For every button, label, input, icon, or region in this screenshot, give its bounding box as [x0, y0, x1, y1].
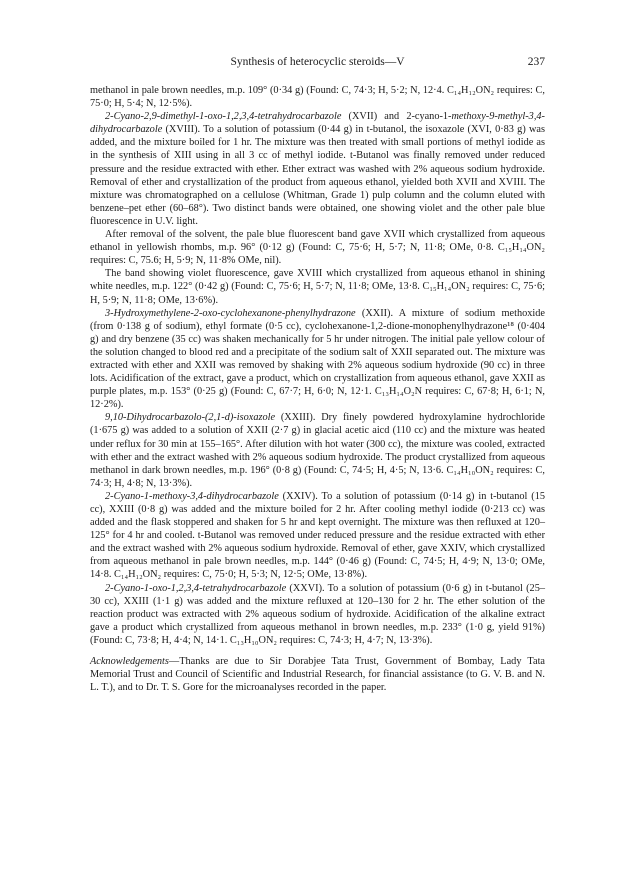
acknowledgements-paragraph: [90, 655, 545, 694]
text-run: After removal of the solvent, the pale blue fluorescent band gave XVII which crystallized from aqueous ethanol in yellowish rhombs, m.p. 96° (0·12 g) (Found: C, 75·6; H, 5·7; N, 11·8; OMe, 0·8. C₁₅H₁₄ON₂ requires: C, 75.6; H, 5·9; N, 11·8% OMe, nil).: [90, 229, 545, 267]
text-run: (XXIII). Dry finely powdered hydroxylamine hydrochloride (1·675 g) was added to a solution of XXII (2·7 g) in glacial acetic aicd (110 cc) and the mixture was heated under reflux for 30 min at 155–165°. After dilution with hot water (300 cc), the mixture was cooled, extracted with ether and the extract washed with 2% aqueous sodium hydroxide. The product crystallized from aqueous methanol in dark brown needles, m.p. 196° (0·8 g) (Found: C, 74·5; H, 4·5; N, 13·6. C₁₄H₁₀ON₂ requires: C, 74·3; H, 4·8; N, 13·3%).: [90, 412, 545, 489]
italic-text: 2-Cyano-1-methoxy-3,4-dihydrocarbazole: [105, 490, 279, 502]
text-run: (XXII). A mixture of sodium methoxide (from 0·138 g of sodium), ethyl formate (0·5 cc), cyclohexanone-1,2-dione-monophenylhydrazone¹⁸ (0·404 g) and dry benzene (35 cc) was shaken mechanically for 5 hr under nitrogen. The initial pale yellow colour of the solution changed to blood red and a precipitate of the sodium salt of XXII separated out. The mixture was extracted with ether and XXII was removed by shaking with 2% aqueous sodium hydroxide (90 cc) in three lots. Acidification of the extract, gave a product, which on crystallization from aqueous ethanol, gave XXII as purple plates, m.p. 153° (0·25 g) (Found: C, 67·7; H, 6·0; N, 12·1. C₁₃H₁₄O₂N requires: C, 67·8; H, 6·1; N, 12·2%).: [90, 307, 545, 411]
italic-text: methoxy-9-methyl-3,4-dihydrocarbazole: [90, 111, 545, 136]
body-paragraph: [90, 228, 545, 267]
text-run: The band showing violet fluorescence, gave XVIII which crystallized from aqueous ethanol in shining white needles, m.p. 122° (0·42 g) (Found: C, 75·6; H, 5·7; N, 11·8; OMe, 13·8. C₁₅H₁₄ON₂ requires: C, 75·6; H, 5·9; N, 11·8; OMe, 13·6%).: [90, 268, 545, 306]
text-run: (XXVI). To a solution of potassium (0·6 g) in t-butanol (25–30 cc), XXIII (1·1 g) was added and the mixture refluxed at 120–130 for 2 hr. The ether solution of the reaction product was extracted with 2% aqueous sodium of hydroxide. Acidification of the alkaline extract gave a product which crystallized from aqueous methanol in brown needles, m.p. 233° (1·0 g, yield 91%) (Found: C, 73·8; H, 4·4; N, 14·1. C₁₃H₁₀ON₂ requires: C, 74·3; H, 4·7; N, 13·3%).: [90, 582, 545, 646]
body-paragraph: [90, 582, 545, 647]
italic-text: 2-Cyano-1-oxo-1,2,3,4-tetrahydrocarbazole: [105, 582, 287, 594]
text-run: (XVII) and 2-cyano-1-: [341, 111, 452, 123]
body-paragraph: [90, 267, 545, 306]
body-paragraph: [90, 110, 545, 228]
page-number: 237: [527, 56, 545, 68]
text-run: (XVIII). To a solution of potassium (0·44 g) in t-butanol, the isoxazole (XVI, 0·83 g) was added, and the mixture boiled for 1 hr. The mixture was then treated with small portions of methyl iodide as in the synthesis of XIII using in all 3 cc of methyl iodide. t-Butanol was finally removed under reduced pressure and the residue extracted with ether. Ether extract was washed with 2% aqueous sodium hydroxide. Removal of ether and crystallization of the product from aqueous ethanol, yielded both XVII and XVIII. The mixture was chromatographed on a cellulose (Whitman, Grade 1) pulp column and the column eluted with benzene–pet ether (60–68°). Two distinct bands were obtained, one showing violet and the other pale blue fluorescence in U.V. light.: [90, 124, 545, 227]
italic-text: 3-Hydroxymethylene-2-oxo-cyclohexanone-phenylhydrazone: [105, 307, 356, 319]
running-head: [90, 56, 545, 72]
body-paragraph: [90, 411, 545, 490]
italic-text: 2-Cyano-2,9-dimethyl-1-oxo-1,2,3,4-tetrahydrocarbazole: [105, 111, 342, 123]
body-paragraph: [90, 84, 545, 110]
text-run: —Thanks are due to Sir Dorabjee Tata Trust, Government of Bombay, Lady Tata Memorial Trust and Council of Scientific and Industrial Research, for financial assistance (to G. V. B. and N. L. T.), and to Dr. T. S. Gore for the microanalyses recorded in the paper.: [90, 656, 545, 694]
running-title: Synthesis of heterocyclic steroids—V: [230, 56, 405, 68]
article-body: [90, 84, 545, 694]
body-paragraph: [90, 307, 545, 412]
italic-text: Acknowledgements: [90, 656, 169, 668]
italic-text: 9,10-Dihydrocarbazolo-(2,1-d)-isoxazole: [105, 412, 276, 424]
text-run: (XXIV). To a solution of potassium (0·14 g) in t-butanol (15 cc), XXIII (0·8 g) was added and the mixture boiled for 2 hr. After cooling methyl iodide (0·213 cc) was added and the flask stoppered and shaken for 5 hr and kept overnight. The mixture was then refluxed at 120–125° for 4 hr and cooled. t-Butanol was removed under reduced pressure and the residue extracted with ether and the extract washed with 2% aqueous sodium hydroxide. Removal of ether, gave XXIV, which crystallized from aqueous methanol in pale brown needles, m.p. 144° (0·46 g) (Found: C, 74·5; H, 4·9; N, 13·0; OMe, 14·8. C₁₄H₁₂ON₂ requires: C, 75·0; H, 5·3; N, 12·5; OMe, 13·8%).: [90, 490, 545, 581]
body-paragraph: [90, 490, 545, 582]
text-run: methanol in pale brown needles, m.p. 109° (0·34 g) (Found: C, 74·3; H, 5·2; N, 12·4. C₁₄H₁₂ON₂ requires: C, 75·0; H, 5·4; N, 12·5%).: [90, 85, 545, 110]
